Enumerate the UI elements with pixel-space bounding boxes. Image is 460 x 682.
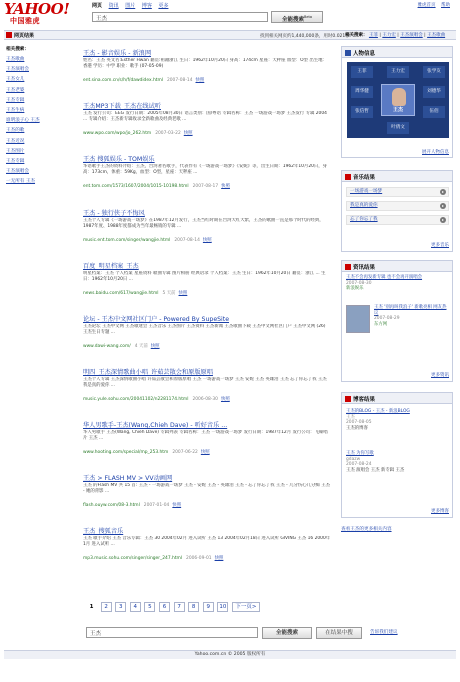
news-thumbnail[interactable] <box>346 305 370 333</box>
blog-more-link[interactable]: 更多博客 <box>431 509 449 514</box>
result-url: news.baidu.com/617/wangjie.html <box>83 291 159 296</box>
news-item <box>346 275 450 292</box>
result-snippet: 王杰论坛 王杰中文网 王杰歌迷会 王杰音乐 王杰图片 王杰资料 王杰新闻 王杰歌曲下载 王杰中文网社区门户 王杰中文网 (26) 王杰生日专题 ... <box>83 324 326 335</box>
search-within-results-button[interactable]: 在结果中搜 <box>316 627 362 639</box>
result-title[interactable]: 王杰 > FLASH MV > VV动画网 <box>83 475 173 482</box>
page-number[interactable]: 5 <box>144 602 155 612</box>
result-item <box>83 261 331 296</box>
tab-news[interactable]: 资讯 <box>108 3 119 9</box>
person-more-link[interactable]: 展开人物信息 <box>422 150 449 155</box>
left-nav-item[interactable]: 王杰演唱会 <box>6 169 29 175</box>
search-button-badge: Beta <box>303 15 313 19</box>
next-page-button[interactable]: 下一页> <box>232 602 260 612</box>
footer: Yahoo.com.cn © 2005 版权所有 <box>4 650 456 659</box>
news-source: 东方网 <box>374 321 388 327</box>
left-related-nav <box>6 46 50 188</box>
result-meta <box>83 502 331 508</box>
result-title[interactable]: 王杰 - 独行侠子不悔风 <box>83 210 145 217</box>
blog-icon <box>345 396 351 402</box>
music-box <box>341 170 453 252</box>
news-box <box>341 260 453 382</box>
snapshot-link[interactable]: 快照 <box>214 556 224 561</box>
result-title[interactable]: 论坛 - 王杰中文网社区门户 - Powered By SupeSite <box>83 316 230 323</box>
result-item <box>83 367 331 402</box>
yahoo-logo[interactable] <box>4 2 84 24</box>
result-item <box>83 208 331 243</box>
snapshot-link[interactable]: 快照 <box>172 503 182 508</box>
blog-date: 2007-08-05 <box>346 420 372 425</box>
top-links <box>414 2 450 8</box>
left-nav-item[interactable]: 一无所有 王杰 <box>6 179 36 185</box>
result-item <box>83 473 331 508</box>
left-nav-item[interactable]: 王杰女儿 <box>6 77 25 83</box>
graph-cell[interactable]: 叶倩文 <box>387 122 409 134</box>
result-date: 2007-08-14 <box>174 238 200 243</box>
page-number[interactable]: 2 <box>101 602 112 612</box>
result-title[interactable]: 华人男歌手-王杰(Wang,Chieh Dave) - 听好音乐 ... <box>83 422 228 429</box>
graph-cell[interactable]: 王力宏 <box>387 66 409 78</box>
left-nav-item[interactable]: 王杰歌曲 <box>6 57 25 62</box>
result-snippet: 华语歌手王杰的资料介绍：王杰，台湾著名歌手，代表作有《一场游戏一场梦》《安妮》等，出生日期：1962年10月20日，身高：173cm，体重：59Kg，血型：O型，星座：天秤座 ... <box>83 164 328 175</box>
person-info-header <box>342 47 452 58</box>
result-item <box>83 101 331 136</box>
left-nav-item[interactable]: 谁明浪子心 王杰 <box>6 118 40 124</box>
result-meta <box>83 396 331 402</box>
help-link[interactable]: 帮助 <box>441 3 450 8</box>
result-snippet: 王杰个人专辑 王杰深情歌曲小唱 许茹芸散会和原版原唱 王杰 一场游戏一场梦 王杰 安妮 王杰 英雄泪 王杰 忘了你忘了我 王杰 我是真的爱你 ... <box>83 377 327 388</box>
tab-more[interactable]: 更多 <box>158 3 169 9</box>
graph-cell[interactable]: 刘德华 <box>423 86 445 98</box>
person-info-title: 人物信息 <box>353 51 376 57</box>
header <box>0 0 460 30</box>
result-date: 2007-03-22 <box>155 131 181 136</box>
search-button[interactable] <box>271 11 323 23</box>
result-snippet: 王杰 歌手介绍 王杰 音乐专辑：王杰 30 2004年02月 进入试听 王杰 13 2004年02月18日 进入试听 GIVING 王杰 16 2000年1月 进入试听 ... <box>83 536 331 547</box>
page-number[interactable]: 7 <box>174 602 185 612</box>
result-item <box>83 154 331 189</box>
snapshot-link[interactable]: 快照 <box>221 184 230 189</box>
snapshot-link[interactable]: 快照 <box>178 291 188 296</box>
song-title: 我是真的爱你 <box>350 203 378 208</box>
blog-item <box>346 451 450 473</box>
play-icon[interactable] <box>440 203 446 209</box>
related-link[interactable]: 王杰演唱会 <box>400 33 423 38</box>
snapshot-link[interactable]: 快照 <box>202 238 212 243</box>
page-number[interactable]: 9 <box>203 602 214 612</box>
blog-date: 2007-08-24 <box>346 462 372 467</box>
result-url: ent.tom.com/1573/1607/2004/1015-10198.html <box>83 184 189 189</box>
bottom-search-input[interactable]: 王杰 <box>86 627 258 638</box>
graph-cell[interactable]: 周华健 <box>351 86 373 98</box>
blog-extra: 王杰的博客 <box>346 425 368 431</box>
result-url: www.hooting.com/special/mp_253.htm <box>83 450 169 455</box>
song-row[interactable] <box>346 187 449 197</box>
snapshot-link[interactable]: 快照 <box>183 131 193 136</box>
result-date: 4 天前 <box>134 344 148 349</box>
result-url: music.ent.tom.com/singer/wangjie.html <box>83 238 171 243</box>
related-label: 相关搜索： <box>345 33 368 38</box>
graph-cell[interactable]: 张信哲 <box>351 106 373 118</box>
result-meta <box>83 449 331 455</box>
pagination <box>86 602 260 613</box>
result-url: flash.ouyw.com/08-3.html <box>83 503 140 508</box>
left-nav-item[interactable]: 王杰演唱会 <box>6 67 29 73</box>
result-snippet: 王杰 的Flash MV 共 15 首: 王杰 - 一场游戏一场梦 王杰 - 安妮 王杰 - 英雄泪 王杰 - 忘了你忘了我 王杰 - 几分伤心几分痴 王杰 - 她的背影 ... <box>83 483 331 494</box>
result-item <box>83 420 331 455</box>
news-header <box>342 261 452 272</box>
song-title: 忘了你忘了我 <box>350 217 378 222</box>
news-date: 2007-08-30 <box>346 280 372 286</box>
snapshot-link[interactable]: 快照 <box>220 397 230 402</box>
bottom-search-button[interactable]: 全能搜索 <box>262 627 312 639</box>
result-meta <box>83 237 331 243</box>
blog-box <box>341 392 453 518</box>
result-meta <box>83 183 331 189</box>
news-title: 资讯结果 <box>353 265 376 271</box>
blog-headline[interactable]: 王杰的BLOG - 王杰 - 新浪BLOG <box>346 409 410 414</box>
result-snippet: 王杰个人专辑《一场游戏一场梦》在1987年12月发行，王杰当红时期在台湾大红大紫，王杰的歌曲一直是那个时代的经典，1987年度、1988年度都成为当年最畅销的专辑 ... <box>83 218 324 229</box>
play-icon[interactable] <box>440 189 446 195</box>
snapshot-link[interactable]: 快照 <box>150 344 160 349</box>
blog-headline[interactable]: 王杰 为你写歌 <box>346 451 374 456</box>
news-headline[interactable]: 王杰 '别再叫我浪子' 新歌亮相 网友热议 <box>374 305 447 316</box>
feedback-link[interactable]: 告诉我们建议 <box>370 630 398 635</box>
result-meta <box>83 343 331 349</box>
result-url: www.wpo.com/wpo/jo_262.htm <box>83 131 152 136</box>
snapshot-link[interactable]: 快照 <box>200 450 210 455</box>
result-snippet: 姓名：王杰 英文名:Esther Hwan 籍贯:祖籍浙江 生日：1962年10月20日 身高：174cm 星座：天秤座 血型：O型 出生地：香港 学历：中学 职业：歌手 (07-05-09) <box>83 58 327 69</box>
graph-cell[interactable]: 王菲 <box>351 66 373 78</box>
left-nav-item[interactable]: 王杰图片 <box>6 148 25 154</box>
person-center-name: 王杰 <box>392 107 403 113</box>
music-header <box>342 171 452 182</box>
result-date: 2007-01-04 <box>143 503 170 508</box>
music-icon <box>345 174 351 180</box>
result-date: 2006-08-30 <box>192 397 218 402</box>
search-tabs <box>92 2 173 9</box>
related-link[interactable]: 王杰歌曲 <box>427 33 446 38</box>
result-title[interactable]: 百度_明星档案_王杰 <box>83 263 139 270</box>
yahoo-home-link[interactable]: 雅虎首页 <box>417 3 436 8</box>
left-nav-item[interactable]: 王杰的歌 <box>6 128 25 134</box>
result-title[interactable]: 王杰_搜狐音乐 <box>83 528 124 535</box>
left-nav-item[interactable]: 王杰专辑 <box>6 97 25 103</box>
tab-images[interactable]: 图片 <box>125 3 136 9</box>
result-meta <box>83 290 331 296</box>
result-snippet: 王杰 发行公司：EEG 发行日期：2005年08月30日 语言类别：国/粤语 专辑名称：王杰 一场游戏一场梦 王杰发行 专辑 2004 ... 专辑介绍：王杰新专辑收录全新歌曲及经典老歌 ... <box>83 111 327 122</box>
result-title[interactable]: 王杰MP3下载_王杰在线试听 <box>83 103 161 110</box>
web-results-icon <box>6 32 12 38</box>
news-more-link[interactable]: 更多资讯 <box>431 373 449 378</box>
result-title[interactable]: 王杰 搜狐娱乐 - TOM娱乐 <box>83 156 155 163</box>
news-item <box>374 305 450 327</box>
news-source: 新浪娱乐 <box>346 286 364 291</box>
music-more-link[interactable]: 更多音乐 <box>431 243 449 248</box>
result-snippet: 明星档案：王杰 个人档案 星座资料 歌曲专辑 图片相册 经典语录 个人档案：王杰 生日：1962年10月20日 籍贯：浙江 ... 生日：1962年10月20日 ... <box>83 271 326 282</box>
result-url: mp3.music.sohu.com/singer/singer_247.html <box>83 556 183 561</box>
result-meta <box>83 130 331 136</box>
result-title[interactable]: 王杰 - 影音娱乐 - 新浪网 <box>83 50 152 57</box>
person-info-box <box>341 46 453 158</box>
blog-author: gdazw <box>346 456 361 462</box>
news-date: 2007-08-29 <box>374 316 400 321</box>
blog-title: 博客结果 <box>353 397 376 403</box>
search-button-label: 全能搜索 <box>281 16 304 23</box>
song-row[interactable] <box>346 215 449 225</box>
song-row[interactable] <box>346 201 449 211</box>
blog-item <box>346 409 450 431</box>
snapshot-link[interactable]: 快照 <box>195 78 205 83</box>
result-item <box>83 526 331 561</box>
more-content-link[interactable]: 查看王杰的更多相关内容 <box>341 527 392 532</box>
graph-cell[interactable]: 张学友 <box>423 66 445 78</box>
page-number[interactable]: 10 <box>219 604 227 610</box>
related-searches-bar: 相关搜索： 王菲 | 王力宏 | 王杰演唱会 | 王杰歌曲 <box>345 33 446 38</box>
result-item <box>83 314 331 349</box>
result-date: 2006-09-01 <box>186 556 212 561</box>
graph-cell[interactable]: 伍佰 <box>423 106 445 118</box>
results-bar-title-text: 网页结果 <box>14 33 35 39</box>
result-meta <box>83 555 331 561</box>
page-number[interactable]: 6 <box>159 602 170 612</box>
result-date: 2007-08-14 <box>166 78 193 83</box>
music-title: 音乐结果 <box>353 175 376 181</box>
result-date: 5 天前 <box>162 291 176 296</box>
song-title: 一场游戏一场梦 <box>350 189 383 194</box>
left-nav-heading: 相关搜索： <box>6 47 29 52</box>
news-headline[interactable]: 王杰不会再发新专辑 也不会再开演唱会 <box>346 275 423 280</box>
tab-blog[interactable]: 博客 <box>141 3 152 9</box>
related-link[interactable]: 王力宏 <box>382 33 396 38</box>
result-item <box>83 48 331 83</box>
blog-header <box>342 393 452 404</box>
result-date: 2007-06-22 <box>172 450 198 455</box>
logo-cn: 中国雅虎 <box>10 17 40 25</box>
person-icon <box>345 50 351 56</box>
play-icon[interactable] <box>440 217 446 223</box>
page-number-current: 1 <box>89 604 94 610</box>
result-meta <box>83 77 331 83</box>
news-icon <box>345 264 351 270</box>
left-nav-item[interactable]: 王杰近况 <box>6 138 25 144</box>
left-nav-item[interactable]: 王杰专辑 <box>6 158 25 164</box>
left-nav-item[interactable]: 王杰老婆 <box>6 87 25 93</box>
results-bar <box>4 30 456 40</box>
person-graph <box>347 62 449 138</box>
page-number[interactable]: 8 <box>188 602 199 612</box>
result-snippet: 华人男歌手 王杰(Wang, Chieh Dave) 专辑列表 专辑名称：王杰 一场游戏一场梦 发行日期：1987年12月 发行公司：飞碟唱片 王杰 ... <box>83 430 328 441</box>
result-url: music.yule.sohu.com/20041102/n2281174.html <box>83 397 189 402</box>
search-input[interactable]: 王杰 <box>92 12 268 22</box>
result-stats: 找到相关网页约1,440,000条，用时0.021秒 <box>260 34 350 39</box>
left-nav-item[interactable]: 王杰生病 <box>6 107 25 113</box>
result-date: 2007-08-17 <box>192 184 219 189</box>
result-url: www.dawi-wang.com/ <box>83 344 131 349</box>
logo-text: YAHOO! <box>4 0 70 18</box>
blog-extra: 王杰 演唱会 王杰 新专辑 王杰 <box>346 467 405 473</box>
result-title[interactable]: 明四_王杰深情歌曲小唱_许茹芸散会和原版原唱 <box>83 369 213 376</box>
tab-web[interactable]: 网页 <box>92 3 103 9</box>
related-link[interactable]: 王菲 <box>368 33 378 38</box>
result-url: ent.sina.com.cn/s/h/f/dawdidex.html <box>83 78 163 83</box>
person-center-photo[interactable] <box>381 84 415 116</box>
person-photo <box>392 88 406 106</box>
results-bar-title <box>6 32 34 39</box>
page-number[interactable]: 4 <box>130 602 141 612</box>
blog-author: 王杰 <box>346 414 355 420</box>
page-number[interactable]: 3 <box>115 602 126 612</box>
